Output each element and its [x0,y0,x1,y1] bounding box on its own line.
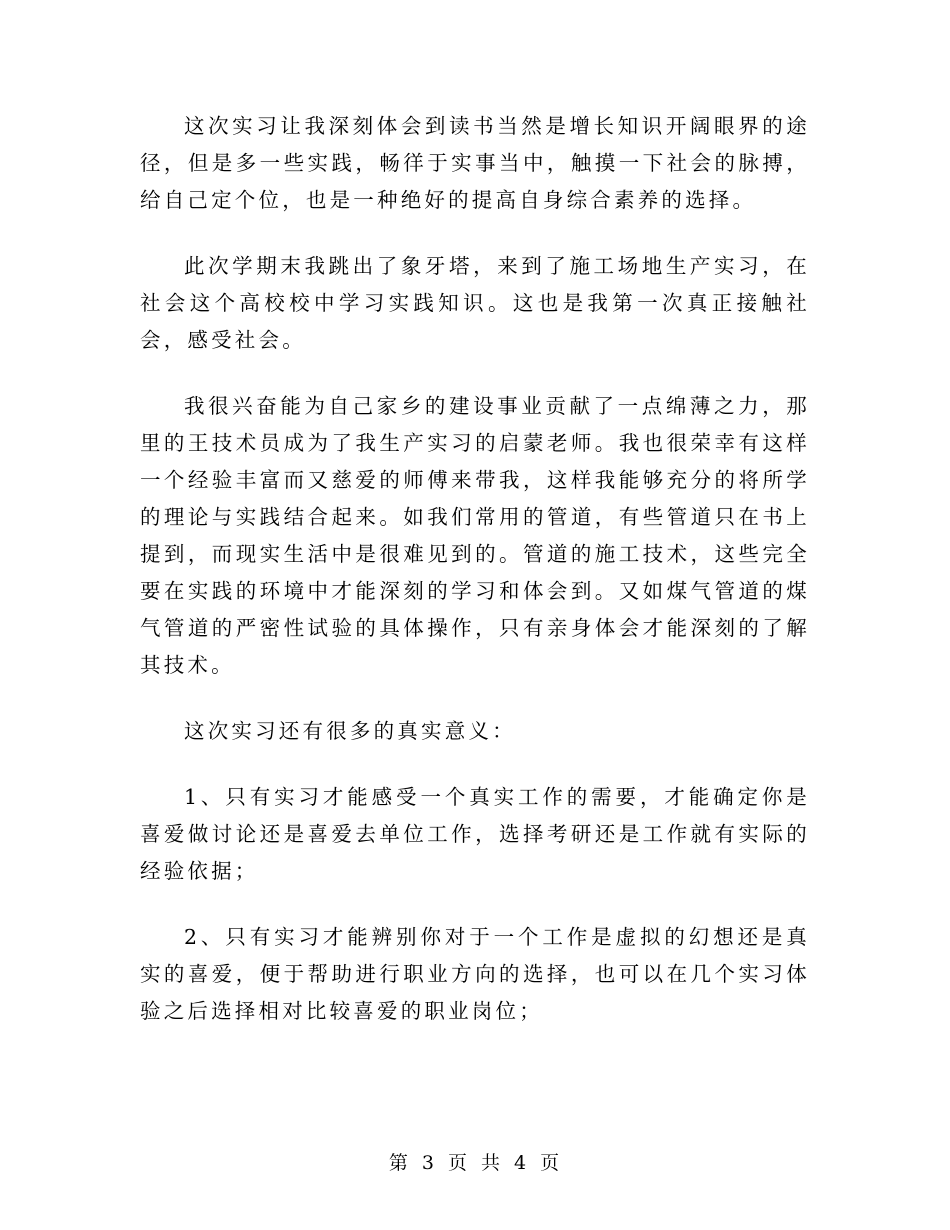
paragraph-4: 这次实习还有很多的真实意义： [184,719,516,743]
paragraph-5: 1、只有实习才能感受一个真实工作的需要，才能确定你是喜爱做讨论还是喜爱去单位工作，选择考研还是工作就有实际的经验依据； [140,785,810,883]
page-footer: 第 3 页 共 4 页 [388,1152,562,1174]
paragraph-6: 2、只有实习才能辨别你对于一个工作是虚拟的幻想还是真实的喜爱，便于帮助进行职业方向的选择，也可以在几个实习体验之后选择相对比较喜爱的职业岗位； [140,925,810,1023]
paragraph-2: 此次学期末我跳出了象牙塔，来到了施工场地生产实习，在社会这个高校校中学习实践知识。这也是我第一次真正接触社会，感受社会。 [140,254,810,352]
document-body [140,108,810,1059]
paragraph-1: 这次实习让我深刻体会到读书当然是增长知识开阔眼界的途径，但是多一些实践，畅徉于实事当中，触摸一下社会的脉搏，给自己定个位，也是一种绝好的提高自身综合素养的选择。 [140,114,810,212]
paragraph-3: 我很兴奋能为自己家乡的建设事业贡献了一点绵薄之力，那里的王技术员成为了我生产实习的启蒙老师。我也很荣幸有这样一个经验丰富而又慈爱的师傅来带我，这样我能够充分的将所学的理论与实践结合起来。如我们常用的管道，有些管道只在书上提到，而现实生活中是很难见到的。管道的施工技术，这些完全要在实践的环境中才能深刻的学习和体会到。又如煤气管道的煤气管道的严密性试验的具体操作，只有亲身体会才能深刻的了解其技术。 [140,394,810,677]
